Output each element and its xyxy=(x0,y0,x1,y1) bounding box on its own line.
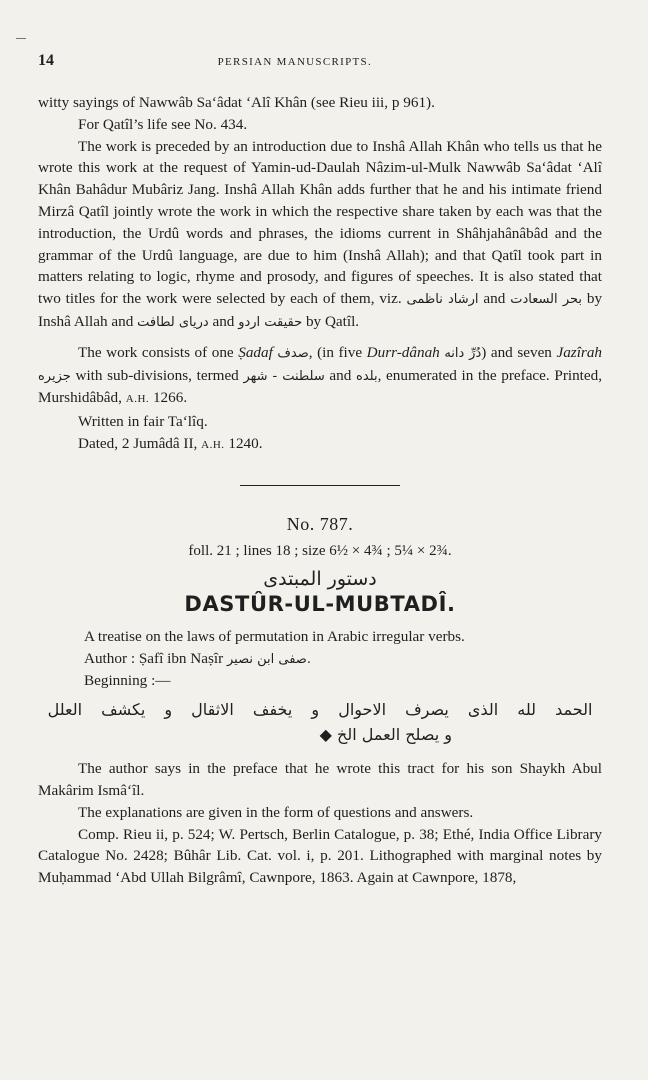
term-jazirah: Jazîrah xyxy=(556,343,603,361)
structure-text-a: The work consists of one xyxy=(78,343,234,361)
connector-and-2: and xyxy=(212,312,235,330)
arabic-title-1: ارشاد ناظمی xyxy=(406,292,479,308)
arabic-durr-danah: دُرِّ دانه xyxy=(444,345,482,361)
structure-text-f: , enumerated in the preface. Printed, Murshidâbâd, xyxy=(38,366,603,407)
beginning-arabic-line-1: الحمد لله الذی یصرف الاحوال و یخفف الاثقال و یکشف العلل xyxy=(47,700,593,720)
entry-number: No. 787. xyxy=(286,513,354,534)
dated-text: Dated, 2 Jumâdâ II, xyxy=(78,434,198,452)
dated-line xyxy=(78,433,602,457)
structure-text-b: , (in five xyxy=(308,343,363,361)
section-divider xyxy=(240,485,400,486)
entry-arabic-title: دستور المبتدی xyxy=(263,567,377,590)
arabic-terms: سلطنت - شهر xyxy=(243,368,325,384)
paragraph-qatil-life: For Qatîl’s life see No. 434. xyxy=(78,115,248,133)
term-sadaf: Ṣadaf xyxy=(238,343,273,361)
structure-text-d: with sub-divisions, termed xyxy=(75,366,239,384)
entry-author xyxy=(84,648,602,671)
paragraph-continuation: witty sayings of Nawwâb Sa‘âdat ‘Alî Khân (see Rieu iii, p 961). xyxy=(38,94,435,111)
arabic-title-2: بحر السعادت xyxy=(510,292,582,308)
paragraph-comparisons: Comp. Rieu ii, p. 524; W. Pertsch, Berlin Catalogue, p. 38; Ethé, India Office Library Catalogue No. 2428; Bûhâr Lib. Cat. vol. i, p. 201. Lithographed with marginal notes by Muḥammad ‘Abd Ullah Bilgrâmî, Cawnpore, 1863. Again at Cawnpore, 1878, xyxy=(38,825,602,887)
paragraph-introduction xyxy=(38,136,602,334)
entry-physical-description: foll. 21 ; lines 18 ; size 6½ × 4¾ ; 5¼ × 2¾. xyxy=(188,542,452,559)
page-header xyxy=(38,52,602,70)
structure-text-c: ) and seven xyxy=(481,343,552,361)
beginning-label: Beginning :— xyxy=(84,672,171,690)
paragraph-explanations: The explanations are given in the form of questions and answers. xyxy=(78,803,474,821)
margin-mark xyxy=(16,38,26,39)
written-line: Written in fair Ta‘lîq. xyxy=(78,413,208,431)
paragraph-author-preface: The author says in the preface that he wrote this tract for his son Shaykh Abul Makârim Ismâ‘îl. xyxy=(38,760,602,799)
arabic-title-3: دریای لطافت xyxy=(137,314,209,330)
paragraph-structure xyxy=(38,342,602,411)
structure-text-e: and xyxy=(329,366,352,384)
entry-title: DASTÛR-UL-MUBTADÎ. xyxy=(184,591,456,616)
era-ah: A.H. xyxy=(125,393,150,406)
running-title: PERSIAN MANUSCRIPTS. xyxy=(217,56,372,68)
dated-era: A.H. xyxy=(201,438,225,451)
arabic-title-4: حقیقت اردو xyxy=(238,314,303,330)
term-durr-danah: Durr-dânah xyxy=(366,343,440,361)
dated-year: 1240. xyxy=(228,434,263,452)
arabic-jazirah: جزیره xyxy=(38,368,71,384)
entry-description: A treatise on the laws of permutation in Arabic irregular verbs. xyxy=(84,627,465,645)
beginning-arabic-line-2: و یصلح العمل الخ ◆ xyxy=(319,725,452,745)
printed-year: 1266. xyxy=(152,389,188,407)
connector-by-2: by Qatîl. xyxy=(305,312,360,330)
intro-text: The work is preceded by an introduction due to Inshâ Allah Khân who tells us that he wrote this work at the request of Yamin-ud-Daulah Nâzim-ul-Mulk Nawwâb Sa‘âdat ‘Alî Khân Bahâdur Mubâriz Jang. Inshâ Allah Khân adds further that he and his intimate friend Mirzâ Qatîl jointly wrote the work in which the respective share taken by each was that the introduction, the Urdû words and phrases, the idioms current in Shâhjahânâbâd and the grammar of the Urdû language, are due to him (Inshâ Allah); and that Qatîl took part in matters relating to logic, rhyme and prosody, and figures of speeches. It is also stated that two titles for the work were selected by each of them, viz. xyxy=(38,137,602,308)
connector-by-1: by Inshâ Allah and xyxy=(38,290,603,330)
connector-and-1: and xyxy=(483,290,506,308)
arabic-sadaf: صدف xyxy=(277,345,309,361)
author-label: Author : Ṣafî ibn Naṣîr xyxy=(84,649,224,667)
page-number: 14 xyxy=(38,52,54,69)
author-arabic: صفی ابن نصیر. xyxy=(227,651,311,667)
arabic-balda: بلده xyxy=(356,368,378,384)
